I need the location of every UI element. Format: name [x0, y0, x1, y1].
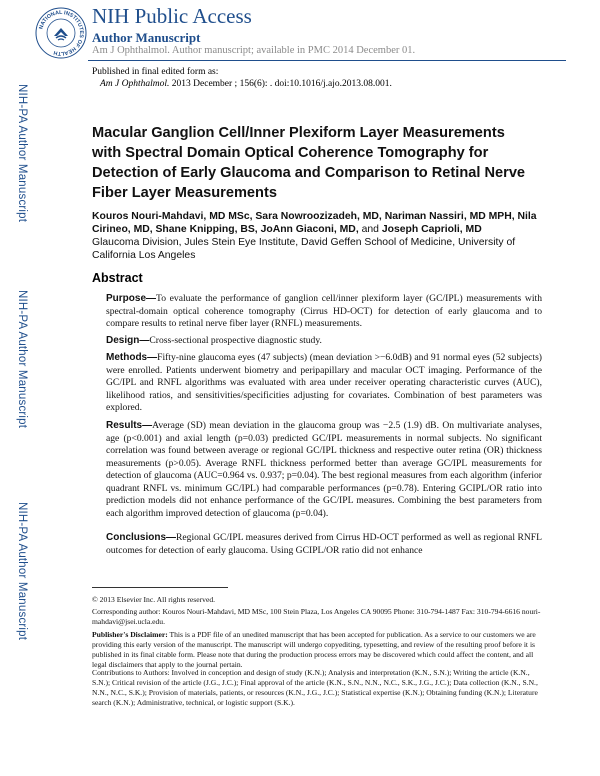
citation-details: 2013 December ; 156(6): . doi:10.1016/j.ajo.2013.08.001.	[171, 79, 392, 89]
conclusions-text: Regional GC/IPL measures derived from Cirrus HD-OCT performed as well as regional RNFL outcomes for detection of early glaucoma. Using GCIPL/OR ratio did not enhance	[106, 532, 542, 556]
affiliation: Glaucoma Division, Jules Stein Eye Institute, David Geffen School of Medicine, University of California Los Angeles	[92, 237, 516, 261]
methods-text: Fifty-nine glaucoma eyes (47 subjects) (mean deviation >−6.0dB) and 91 normal eyes (52 subjects) were enrolled. Patients underwent biometry and peripapillary and macular OCT imaging. Performance of the GC/IPL and RNFL algorithms was evaluated with area under receiver operating characteristic curves (AUC), likelihood ratios, and sensitivities/specificities adjusting for covariates. Combination of best parameters was explored.	[106, 352, 542, 413]
author-block	[92, 210, 542, 262]
results-text: Average (SD) mean deviation in the glaucoma group was −2.5 (1.9) dB. On multivariate analyses, age (p<0.001) and axial length (p=0.03) predicted GC/IPL measurements in normal subjects. No significant correlation was found between average or regional GC/IPL thickness and respective outer retina (OR) thickness measurements (p>0.05). Average RNFL thickness performed better than average GC/IPL measurements for detection of glaucoma (AUC=0.964 vs. 0.937; p=0.04). The best regional measures from each algorithm (inferior quadrant RNFL vs. minimum GC/IPL) had comparable performances (p=0.78). Entering GCIPL/OR ratio into prediction models did not enhance performance of the GC/IPL measures. Combining the best parameters from each algorithm improved detection of glaucoma (p=0.04).	[106, 420, 542, 519]
sidebar-label-bottom	[12, 502, 28, 702]
journal-name: Am J Ophthalmol.	[100, 79, 170, 89]
svg-text:NATIONAL INSTITUTES OF HEALTH: NATIONAL INSTITUTES OF HEALTH	[38, 9, 85, 57]
published-in-label: Published in final edited form as:	[92, 67, 219, 77]
conclusions-label: Conclusions—	[106, 532, 177, 543]
author-manuscript-label: Author Manuscript	[92, 30, 201, 45]
results-label: Results—	[106, 420, 153, 431]
design-text: Cross-sectional prospective diagnostic study.	[149, 335, 322, 346]
header-divider	[88, 60, 566, 61]
abstract-design	[106, 335, 542, 348]
copyright-notice: © 2013 Elsevier Inc. All rights reserved.	[92, 595, 216, 604]
last-author: Joseph Caprioli, MD	[381, 224, 482, 235]
journal-citation	[100, 79, 392, 89]
sidebar-label-top	[12, 84, 28, 284]
design-label: Design—	[106, 335, 150, 346]
sidebar-label-text: NIH-PA Author Manuscript	[16, 502, 28, 641]
abstract-conclusions	[106, 532, 542, 557]
nih-logo	[34, 6, 88, 60]
purpose-label: Purpose—	[106, 293, 157, 304]
author-list: Kouros Nouri-Mahdavi, MD MSc, Sara Nowroozizadeh, MD, Nariman Nassiri, MD MPH, Nila Cirineo, MD, Shane Knipping, BS, JoAnn Giaconi, MD,	[92, 211, 537, 235]
abstract-methods	[106, 352, 542, 415]
abstract-heading: Abstract	[92, 271, 143, 285]
sidebar-label-text: NIH-PA Author Manuscript	[16, 84, 28, 223]
author-contributions: Contributions to Authors: Involved in conception and design of study (K.N.); Analysis and interpretation (K.N., S.N.); Writing the article (K.N., S.N.); Critical revision of the article (J.G., J.C.); Final approval of the article (K.N., S.N., N.N., N.C., S.K., J.G., J.C.); Data collection (K.N., S.N., N.N., N.C., S.K.); Provision of materials, patients, or resources (K.N., J.G., J.C.); Statistical expertise (K.N.); Obtaining funding (K.N.); Literature search (K.N.); Administrative, technical, or logistic support (S.K.).	[92, 668, 538, 707]
publisher-disclaimer	[92, 630, 542, 670]
sidebar-label-text: NIH-PA Author Manuscript	[16, 290, 28, 429]
article-title: Macular Ganglion Cell/Inner Plexiform Layer Measurements with Spectral Domain Optical Coherence Tomography for Detection of Early Glaucoma and Comparison to Retinal Nerve Fiber Layer Measurements	[92, 125, 526, 201]
disclaimer-text: This is a PDF file of an unedited manuscript that has been accepted for publication. As a service to our customers we are providing this early version of the manuscript. The manuscript will undergo copyediting, typesetting, and review of the resulting proof before it is published in its final citable form. Please note that during the production process errors may be discovered which could affect the content, and all legal disclaimers that apply to the journal pertain.	[92, 630, 536, 669]
disclaimer-label: Publisher's Disclaimer:	[92, 630, 168, 639]
purpose-text: To evaluate the performance of ganglion cell/inner plexiform layer (GC/IPL) measurements with spectral-domain optical coherence tomography (Cirrus HD-OCT) for detection of early glaucoma and to compare results to retinal nerve fiber layer (RNFL) measurements.	[106, 293, 542, 329]
methods-label: Methods—	[106, 352, 158, 363]
author-conjunction: and	[361, 224, 379, 235]
abstract-purpose	[106, 293, 542, 331]
footnote-divider	[92, 587, 228, 588]
nih-public-access-title: NIH Public Access	[92, 4, 252, 28]
corresponding-author: Corresponding author: Kouros Nouri-Mahdavi, MD MSc, 100 Stein Plaza, Los Angeles CA 90095 Phone: 310-794-1487 Fax: 310-794-6616 nouri-mahdavi@jsei.ucla.edu.	[92, 607, 541, 626]
abstract-results	[106, 420, 542, 520]
sidebar-label-middle	[12, 290, 28, 490]
availability-note: Am J Ophthalmol. Author manuscript; available in PMC 2014 December 01.	[92, 45, 416, 56]
